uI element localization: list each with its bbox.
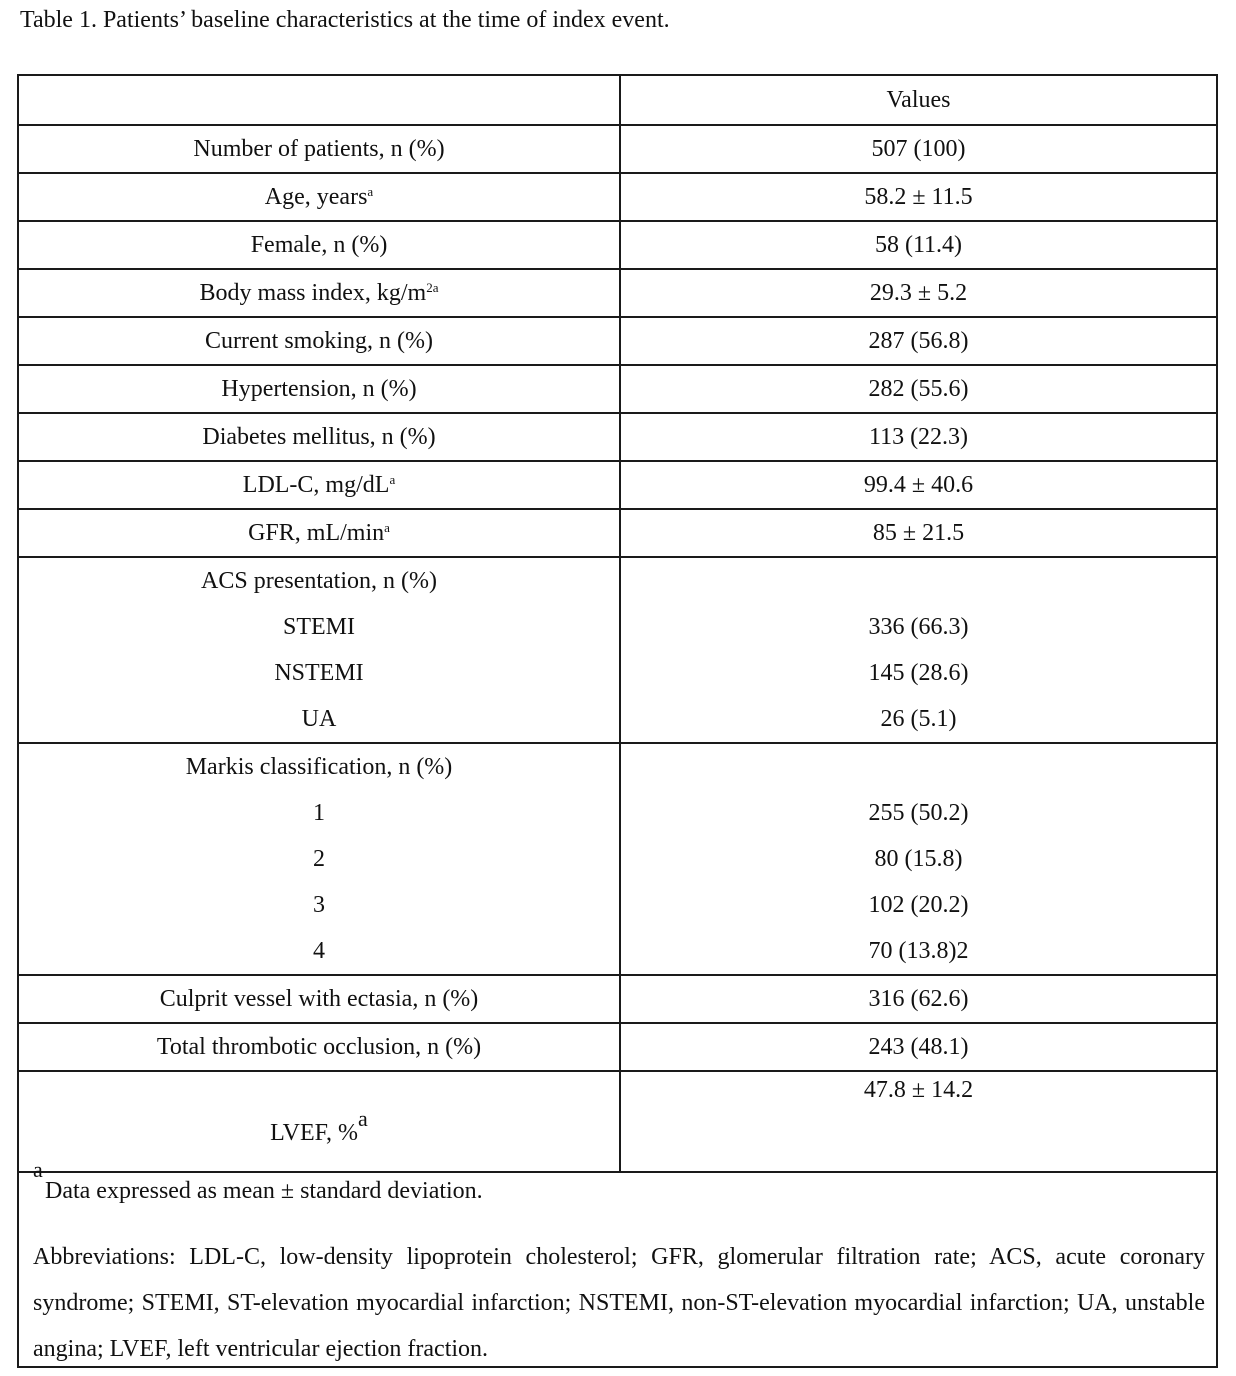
table-row: [19, 365, 1216, 413]
lvef-value: 47.8 ± 14.2: [620, 1071, 1216, 1172]
row-value: 99.4 ± 40.6: [620, 461, 1216, 509]
row-label: LDL-C, $mg/dL^a$: [19, 461, 620, 509]
acs-title: ACS presentation, n (%): [201, 568, 437, 594]
acs-item-label: NSTEMI: [274, 660, 364, 686]
superscript-a: a: [358, 1105, 368, 1131]
acs-item-label: STEMI: [283, 614, 355, 640]
table-row: [19, 461, 1216, 509]
row-label: Age, years$^a$: [19, 173, 620, 221]
table-notes: [33, 1158, 1205, 1372]
markis-item-value: 255 (50.2): [868, 800, 969, 826]
superscript-a: a: [384, 520, 390, 535]
markis-labels: [19, 743, 620, 975]
row-value: 113 (22.3): [620, 413, 1216, 461]
row-label: GFR, $mL/\min^a$: [19, 509, 620, 557]
row-value: 58.2 ± 11.5: [620, 173, 1216, 221]
markis-item-value: 102 (20.2): [868, 892, 969, 918]
markis-title: Markis classification, n (%): [185, 754, 453, 780]
acs-item-label: UA: [301, 706, 337, 732]
table-row: [19, 221, 1216, 269]
row-label: Current smoking, n (%): [19, 317, 620, 365]
row-value: 316 (62.6): [620, 975, 1216, 1023]
markis-values: [620, 743, 1216, 975]
acs-group-row: [19, 557, 1216, 743]
abbreviations-text: Abbreviations: LDL-C, low-density lipoprotein cholesterol; GFR, glomerular filtration rate; ACS, acute coronary syndrome; STEMI, ST-elevation myocardial infarction; NSTEMI, non-ST-elevation myocardial infarction; UA, unstable angina; LVEF, left ventricular ejection fraction.: [33, 1244, 1205, 1362]
row-value: 29.3 ± 5.2: [620, 269, 1216, 317]
row-value: 243 (48.1): [620, 1023, 1216, 1071]
markis-item-label: 2: [313, 846, 325, 872]
table-row: [19, 317, 1216, 365]
header-label-cell: [19, 76, 620, 125]
acs-item-value: 26 (5.1): [880, 706, 957, 732]
footnote: [33, 1158, 1205, 1218]
row-label: Diabetes mellitus, n (%): [19, 413, 620, 461]
table-row: [19, 413, 1216, 461]
table-row: [19, 125, 1216, 173]
table-frame: [17, 74, 1218, 1368]
row-value: 287 (56.8): [620, 317, 1216, 365]
table-row: [19, 509, 1216, 557]
acs-item-value: 336 (66.3): [868, 614, 969, 640]
markis-item-label: 1: [313, 800, 325, 826]
markis-item-value: 70 (13.8)2: [868, 938, 969, 964]
row-label: Female, n (%): [19, 221, 620, 269]
baseline-characteristics-table: [19, 76, 1216, 1173]
footnote-text: Data expressed as mean ± standard deviation.: [45, 1178, 483, 1204]
row-label: Hypertension, n (%): [19, 365, 620, 413]
superscript-2a: 2a: [426, 280, 439, 295]
acs-values: [620, 557, 1216, 743]
header-row: [19, 76, 1216, 125]
row-value: 507 (100): [620, 125, 1216, 173]
table-caption: Table 1. Patients’ baseline characteristics at the time of index event.: [20, 7, 670, 33]
row-label: Total thrombotic occlusion, n (%): [19, 1023, 620, 1071]
footnote-mark: a: [33, 1157, 43, 1182]
markis-item-value: 80 (15.8): [874, 846, 963, 872]
table-row: [19, 1023, 1216, 1071]
row-label: Culprit vessel with ectasia, n (%): [19, 975, 620, 1023]
row-label: Number of patients, n (%): [19, 125, 620, 173]
row-value: 282 (55.6): [620, 365, 1216, 413]
markis-item-label: 3: [313, 892, 325, 918]
markis-item-label: 4: [313, 938, 325, 964]
row-value: 58 (11.4): [620, 221, 1216, 269]
row-label: Body mass index, $kg/m^{2a}$: [19, 269, 620, 317]
acs-labels: [19, 557, 620, 743]
markis-group-row: [19, 743, 1216, 975]
acs-item-value: 145 (28.6): [868, 660, 969, 686]
header-values-cell: Values: [620, 76, 1216, 125]
row-value: 85 ± 21.5: [620, 509, 1216, 557]
lvef-row: [19, 1071, 1216, 1172]
superscript-a: a: [389, 472, 396, 487]
superscript-a: a: [367, 184, 374, 199]
table-row: [19, 269, 1216, 317]
table-row: [19, 173, 1216, 221]
table-row: [19, 975, 1216, 1023]
lvef-label: LVEF, %a: [19, 1071, 620, 1172]
